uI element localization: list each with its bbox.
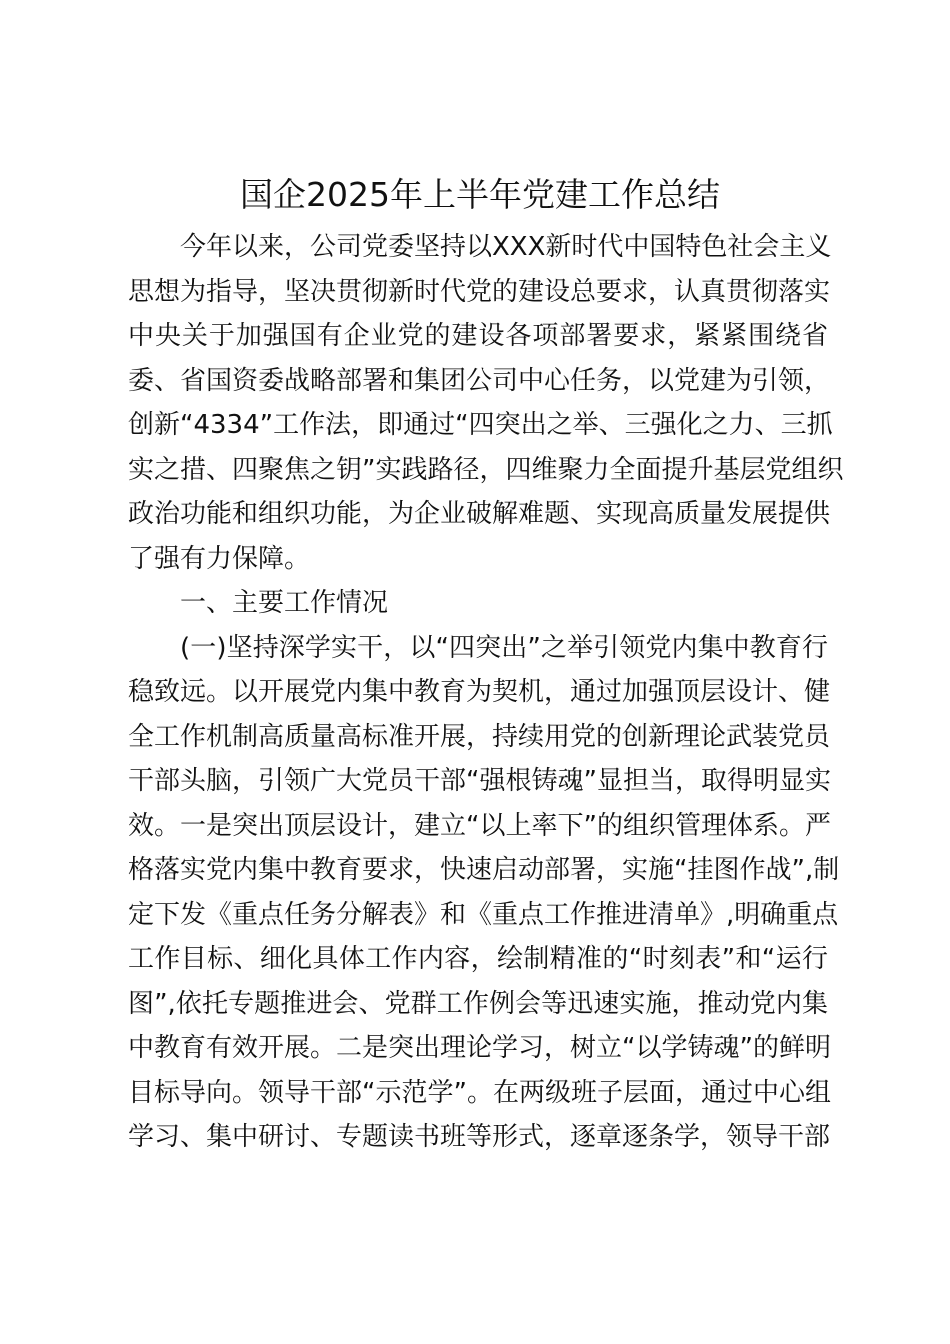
paragraph-line: 干部头脑，引领广大党员干部“强根铸魂”显担当，取得明显实 (128, 766, 831, 796)
paragraph-line: 今年以来，公司党委坚持以XXX新时代中国特色社会主义 (180, 232, 832, 262)
paragraph-line: 中央关于加强国有企业党的建设各项部署要求，紧紧围绕省 (128, 321, 828, 351)
paragraph-line: 学习、集中研讨、专题读书班等形式，逐章逐条学，领导干部 (128, 1122, 831, 1152)
section-heading: 一、主要工作情况 (180, 588, 389, 618)
paragraph-line: 图”,依托专题推进会、党群工作例会等迅速实施，推动党内集 (128, 989, 828, 1019)
paragraph-line: 思想为指导，坚决贯彻新时代党的建设总要求，认真贯彻落实 (128, 277, 831, 307)
paragraph-line: 创新“4334”工作法，即通过“四突出之举、三强化之力、三抓 (128, 410, 833, 440)
paragraph-line: 目标导向。领导干部“示范学”。在两级班子层面，通过中心组 (128, 1078, 831, 1108)
paragraph-line: 政治功能和组织功能，为企业破解难题、实现高质量发展提供 (128, 499, 831, 529)
document-title: 国企2025年上半年党建工作总结 (240, 175, 720, 214)
paragraph-line: 效。一是突出顶层设计，建立“以上率下”的组织管理体系。严 (128, 811, 831, 841)
paragraph-line: 委、省国资委战略部署和集团公司中心任务，以党建为引领， (128, 366, 831, 396)
paragraph-line: 实之措、四聚焦之钥”实践路径，四维聚力全面提升基层党组织 (128, 455, 844, 485)
paragraph-line: 定下发《重点任务分解表》和《重点工作推进清单》,明确重点 (128, 900, 839, 930)
paragraph-line: 全工作机制高质量高标准开展，持续用党的创新理论武装党员 (128, 722, 831, 752)
paragraph-line: (一)坚持深学实干，以“四突出”之举引领党内集中教育行 (180, 633, 828, 663)
paragraph-line: 了强有力保障。 (128, 544, 311, 574)
paragraph-line: 工作目标、细化具体工作内容，绘制精准的“时刻表”和“运行 (128, 944, 828, 974)
paragraph-line: 中教育有效开展。二是突出理论学习，树立“以学铸魂”的鲜明 (128, 1033, 831, 1063)
paragraph-line: 稳致远。以开展党内集中教育为契机，通过加强顶层设计、健 (128, 677, 831, 707)
paragraph-line: 格落实党内集中教育要求，快速启动部署，实施“挂图作战”,制 (128, 855, 840, 885)
